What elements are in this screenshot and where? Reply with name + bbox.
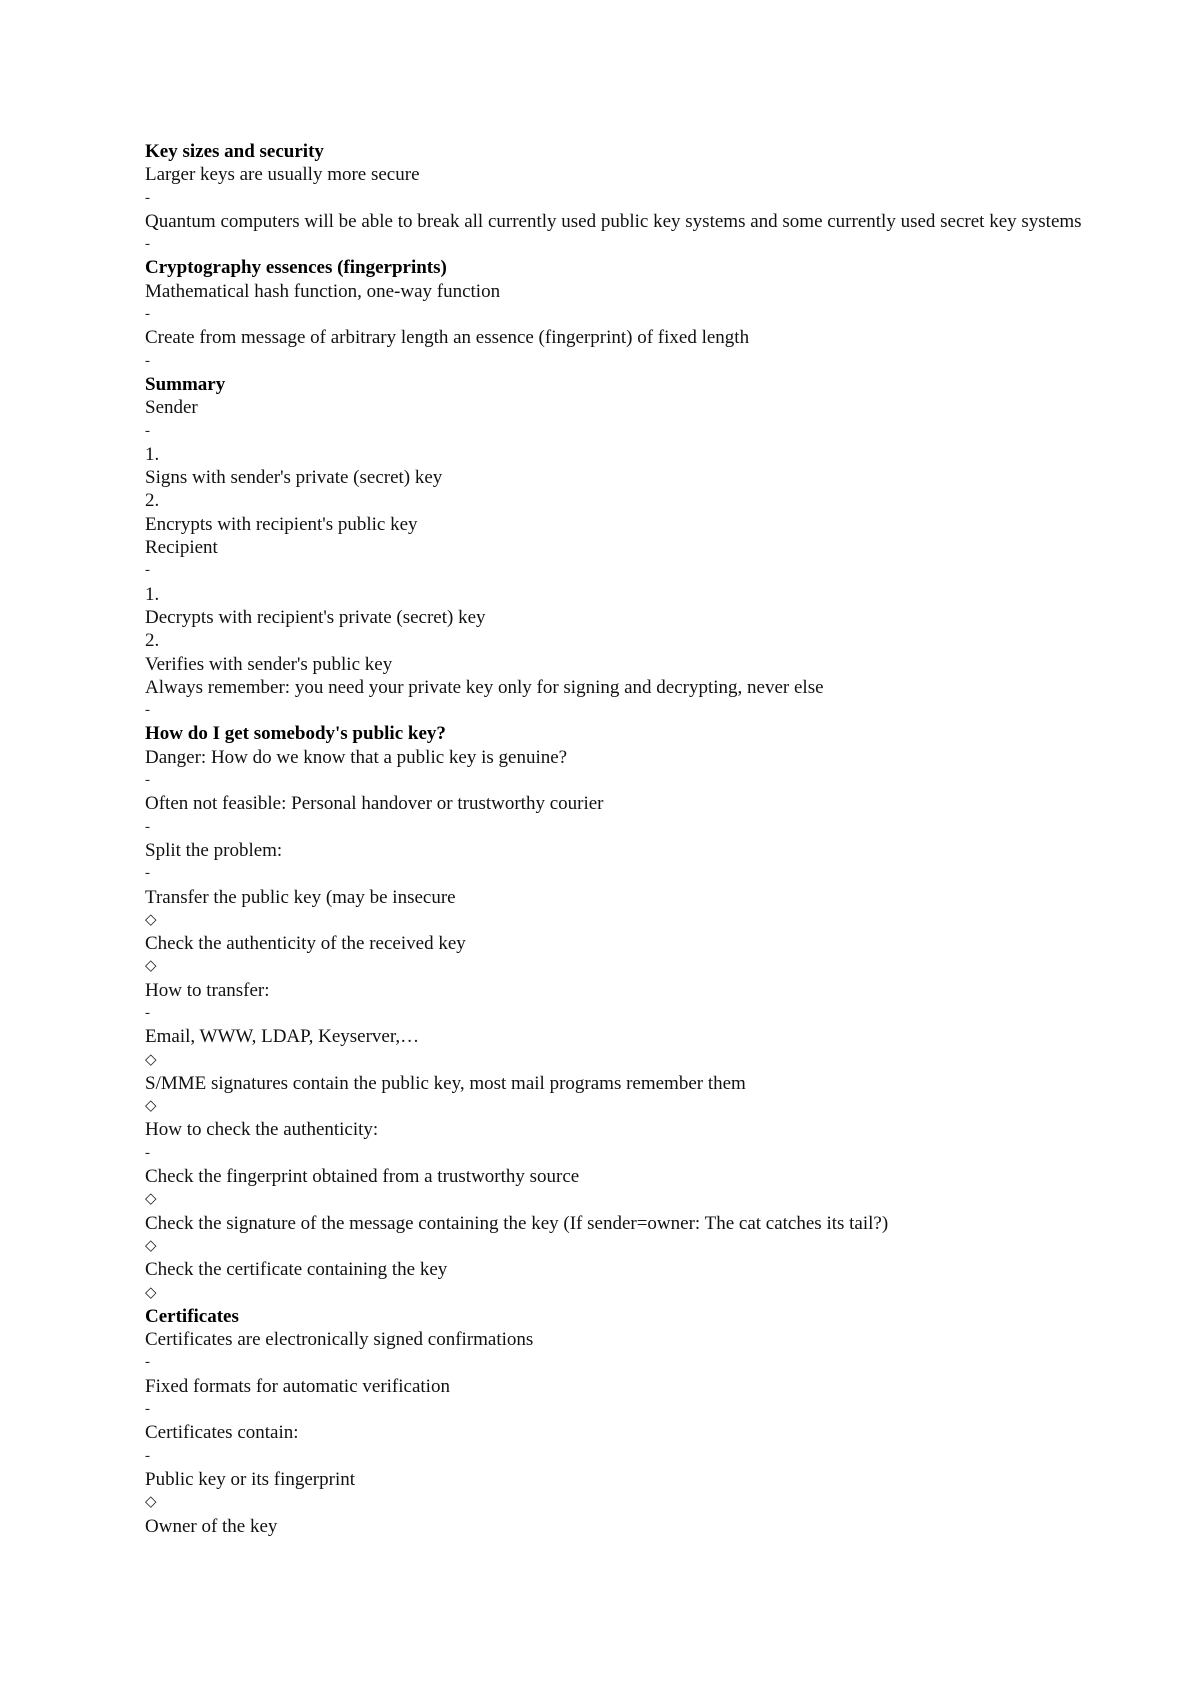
text-line: Email, WWW, LDAP, Keyserver,… (145, 1026, 420, 1048)
document-body (145, 140, 1085, 1538)
text-line: Create from message of arbitrary length an essence (fingerprint) of fixed length (145, 327, 750, 349)
section-heading: Summary (145, 373, 226, 395)
text-line: Always remember: you need your private key only for signing and decrypting, never else (145, 676, 824, 698)
list-marker: - (145, 1401, 150, 1418)
section-heading: Key sizes and security (145, 141, 324, 162)
text-line: How to transfer: (145, 979, 270, 1001)
list-marker: ◇ (145, 1051, 157, 1068)
text-line: 2. (145, 490, 160, 512)
text-line: Often not feasible: Personal handover or trustworthy courier (145, 793, 604, 815)
list-marker: - (145, 818, 150, 835)
text-line: 1. (145, 583, 160, 605)
text-line: Check the certificate containing the key (145, 1259, 448, 1281)
text-line: Fixed formats for automatic verification (145, 1375, 450, 1397)
text-line: Public key or its fingerprint (145, 1468, 356, 1490)
text-line: Danger: How do we know that a public key is genuine? (145, 746, 568, 768)
text-line: Decrypts with recipient's private (secret) key (145, 606, 486, 628)
text-line: Certificates are electronically signed confirmations (145, 1329, 534, 1351)
list-marker: - (145, 189, 150, 206)
text-line: Owner of the key (145, 1515, 278, 1537)
list-marker: - (145, 1144, 150, 1161)
text-line: Split the problem: (145, 839, 283, 861)
list-marker: ◇ (145, 1284, 157, 1301)
list-marker: - (145, 1447, 150, 1464)
section-heading: Certificates (145, 1305, 239, 1327)
list-marker: - (145, 702, 150, 719)
text-line: Verifies with sender's public key (145, 653, 393, 675)
list-marker: - (145, 1354, 150, 1371)
list-marker: ◇ (145, 1191, 157, 1208)
text-line: S/MME signatures contain the public key, most mail programs remember them (145, 1072, 746, 1094)
list-marker: - (145, 772, 150, 789)
text-line: Quantum computers will be able to break all currently used public key systems and some currently used secret key systems (145, 210, 1082, 232)
text-line: 1. (145, 443, 160, 465)
list-marker: - (145, 306, 150, 323)
list-marker: - (145, 562, 150, 579)
text-line: Encrypts with recipient's public key (145, 513, 418, 535)
text-line: Check the authenticity of the received key (145, 933, 466, 955)
text-line: Check the fingerprint obtained from a trustworthy source (145, 1166, 580, 1188)
text-line: 2. (145, 630, 160, 652)
text-line: Recipient (145, 537, 218, 559)
list-marker: ◇ (145, 1098, 157, 1115)
text-line: Transfer the public key (may be insecure (145, 886, 456, 908)
text-line: Check the signature of the message containing the key (If sender=owner: The cat catches its tail?) (145, 1212, 889, 1234)
list-marker: - (145, 352, 150, 369)
list-marker: ◇ (145, 1237, 157, 1254)
section-heading: How do I get somebody's public key? (145, 723, 446, 745)
list-marker: - (145, 1004, 150, 1021)
list-marker: ◇ (145, 958, 157, 975)
list-marker: - (145, 422, 150, 439)
text-line: How to check the authenticity: (145, 1119, 379, 1141)
text-line: Larger keys are usually more secure (145, 164, 420, 186)
section-heading: Cryptography essences (fingerprints) (145, 257, 447, 279)
list-marker: ◇ (145, 1494, 157, 1511)
list-marker: ◇ (145, 911, 157, 928)
text-line: Signs with sender's private (secret) key (145, 467, 443, 489)
list-marker: - (145, 236, 150, 253)
text-line: Certificates contain: (145, 1422, 299, 1444)
text-line: Sender (145, 397, 198, 419)
text-line: Mathematical hash function, one-way function (145, 280, 501, 302)
list-marker: - (145, 865, 150, 882)
